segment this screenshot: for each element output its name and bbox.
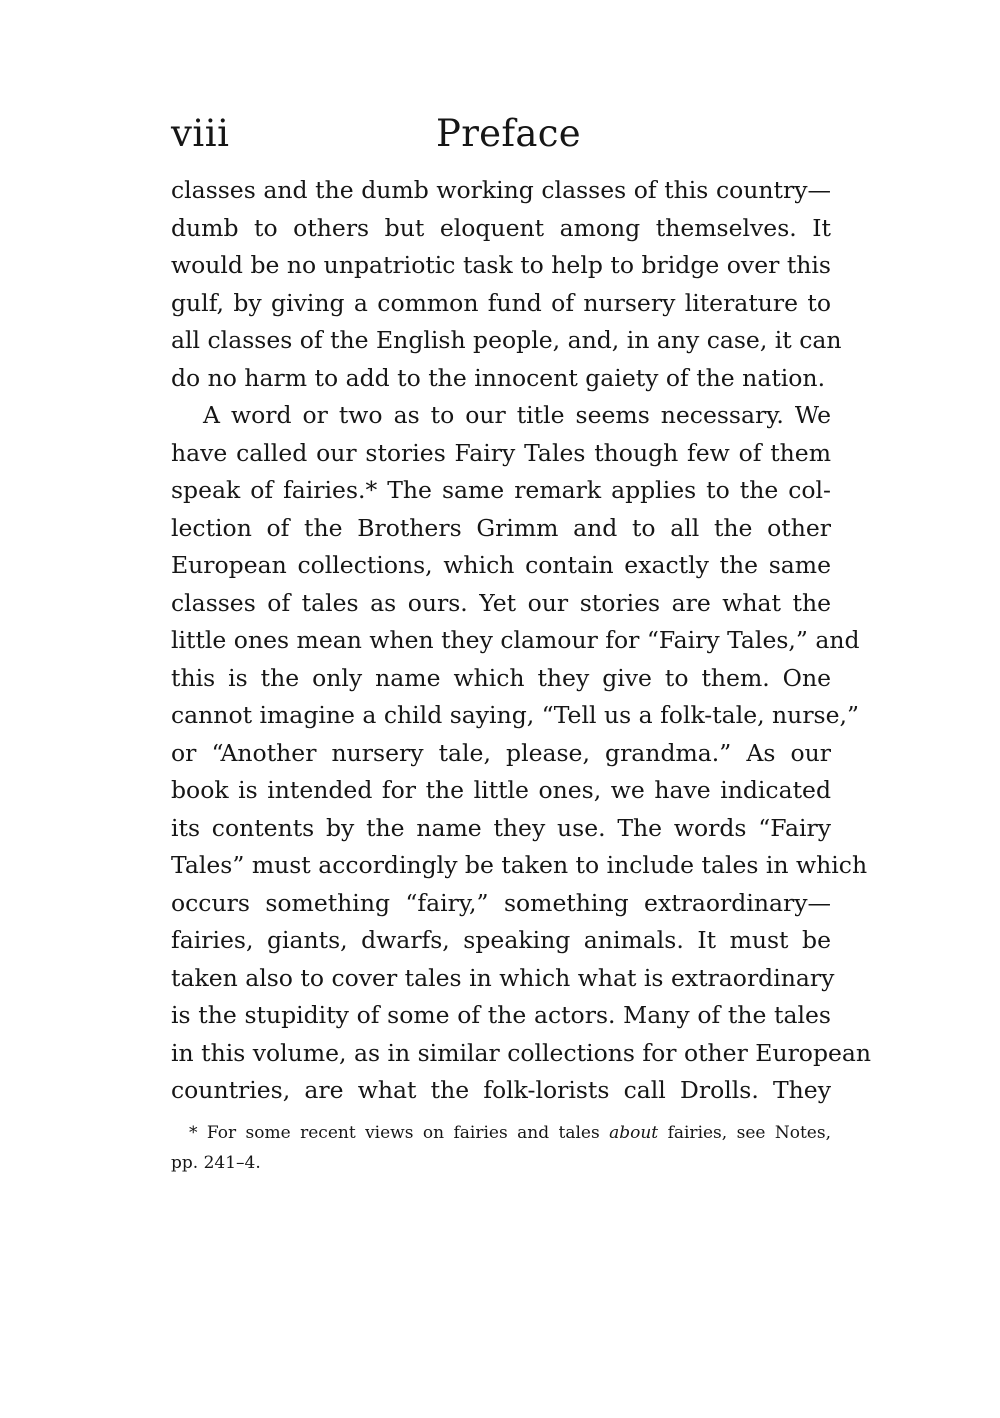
text-line: have called our stories Fairy Tales though few of them [171,438,831,467]
text-line: dumb to others but eloquent among themselves. It [171,213,831,242]
text-line: this is the only name which they give to them. One [171,663,831,692]
page-title: Preface [436,112,581,155]
footnote-text: * For some recent views on fairies and tales [189,1123,610,1143]
footnote-line [171,1118,831,1148]
text-line: classes and the dumb working classes of this country— [171,176,831,204]
text-line: its contents by the name they use. The words “Fairy [171,813,831,842]
text-line: speak of fairies.* The same remark applies to the col- [171,476,831,504]
text-line: A word or two as to our title seems necessary. We [203,401,831,429]
text-line: little ones mean when they clamour for “Fairy Tales,” and [171,626,860,654]
text-line: countries, are what the folk-lorists call Drolls. They [171,1076,831,1104]
text-line: do no harm to add to the innocent gaiety of the nation. [171,363,826,392]
page-number: viii [171,112,230,155]
text-line: occurs something “fairy,” something extraordinary— [171,888,831,917]
body-text [171,172,872,1110]
text-line: would be no unpatriotic task to help to bridge over this [171,251,831,279]
text-line: classes of tales as ours. Yet our stories are what the [171,588,831,617]
text-line: cannot imagine a child saying, “Tell us a folk-tale, nurse,” [171,701,860,729]
text-line: European collections, which contain exactly the same [171,551,831,579]
footnote-text: fairies, see Notes, [658,1123,831,1143]
text-line: or “Another nursery tale, please, grandma.” As our [171,738,831,767]
running-head [171,108,831,160]
text-line: book is intended for the little ones, we have indicated [171,776,831,804]
text-line: fairies, giants, dwarfs, speaking animals. It must be [171,926,831,954]
text-line: in this volume, as in similar collections for other European [171,1038,872,1067]
text-line: taken also to cover tales in which what is extraordinary [171,963,835,992]
footnote-line: pp. 241–4. [171,1153,261,1173]
footnote-emphasis: about [609,1123,659,1143]
text-line: lection of the Brothers Grimm and to all the other [171,513,831,542]
footnote [171,1118,831,1178]
text-line: is the stupidity of some of the actors. Many of the tales [171,1001,831,1029]
text-line: Tales” must accordingly be taken to include tales in which [171,851,868,879]
text-line: gulf, by giving a common fund of nursery literature to [171,288,831,317]
text-line: all classes of the English people, and, in any case, it can [171,326,842,354]
